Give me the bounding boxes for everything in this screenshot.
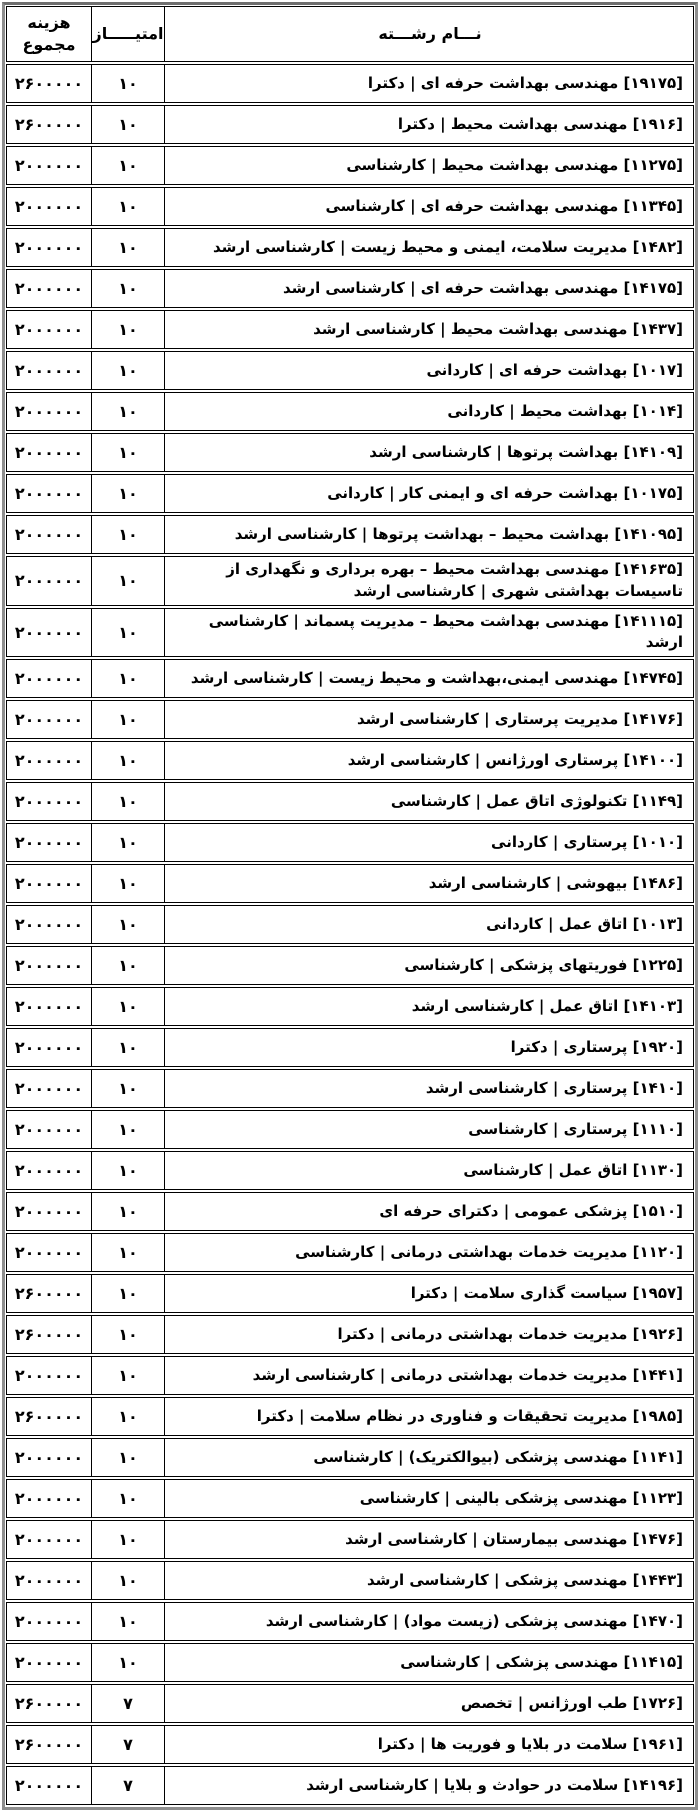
total-cost-cell: ۲۶۰۰۰۰۰ — [7, 65, 92, 102]
field-name-cell: [۱۱۳۰] اتاق عمل | کارشناسی — [463, 1160, 683, 1179]
score-cell: ۱۰ — [92, 1439, 165, 1476]
total-cost-cell: ۲۰۰۰۰۰۰ — [7, 516, 92, 553]
table-row — [6, 310, 694, 349]
total-cost-cell: ۲۶۰۰۰۰۰ — [7, 1275, 92, 1312]
field-name-cell: [۱۱۲۰] مدیریت خدمات بهداشتی درمانی | کارشناسی — [295, 1242, 683, 1261]
score-cell: ۱۰ — [92, 742, 165, 779]
total-cost-cell: ۲۰۰۰۰۰۰ — [7, 1480, 92, 1517]
score-cell: ۱۰ — [92, 1111, 165, 1148]
table-row — [6, 1602, 694, 1641]
total-cost-cell: ۲۰۰۰۰۰۰ — [7, 229, 92, 266]
total-cost-cell: ۲۰۰۰۰۰۰ — [7, 865, 92, 902]
total-cost-cell: ۲۶۰۰۰۰۰ — [7, 106, 92, 143]
score-cell: ۱۰ — [92, 475, 165, 512]
field-name-cell: [۱۹۲۰] پرستاری | دکترا — [510, 1037, 683, 1056]
table-row — [6, 1151, 694, 1190]
score-cell: ۱۰ — [92, 352, 165, 389]
table-row — [6, 1192, 694, 1231]
field-name-cell: [۱۰۱۳] اتاق عمل | کاردانی — [486, 914, 683, 933]
score-cell: ۱۰ — [92, 1603, 165, 1640]
field-name-cell: [۱۴۱۰۹۵] بهداشت محیط – بهداشت پرتوها | کارشناسی ارشد — [234, 524, 683, 543]
column-header-score-label: امتیـــــاز — [92, 24, 164, 44]
table-row — [6, 1110, 694, 1149]
field-name-cell: [۱۱۴۱۵] مهندسی پزشکی | کارشناسی — [400, 1652, 683, 1671]
table-row — [6, 556, 694, 606]
table-row — [6, 1643, 694, 1682]
field-name-cell: [۱۴۱۰۳] اتاق عمل | کارشناسی ارشد — [411, 996, 683, 1015]
total-cost-cell: ۲۰۰۰۰۰۰ — [7, 947, 92, 984]
score-cell: ۱۰ — [92, 1152, 165, 1189]
column-header-field-name — [165, 7, 693, 61]
field-name-cell: [۱۴۱۰۰] پرستاری اورژانس | کارشناسی ارشد — [347, 750, 683, 769]
total-cost-cell: ۲۰۰۰۰۰۰ — [7, 1521, 92, 1558]
total-cost-cell: ۲۰۰۰۰۰۰ — [7, 1562, 92, 1599]
total-cost-cell: ۲۰۰۰۰۰۰ — [7, 475, 92, 512]
table-row — [6, 1438, 694, 1477]
total-cost-cell: ۲۶۰۰۰۰۰ — [7, 1398, 92, 1435]
total-cost-cell: ۲۰۰۰۰۰۰ — [7, 1603, 92, 1640]
total-cost-cell: ۲۰۰۰۰۰۰ — [7, 824, 92, 861]
score-cell: ۱۰ — [92, 1234, 165, 1271]
total-cost-cell: ۲۰۰۰۰۰۰ — [7, 988, 92, 1025]
score-cell: ۷ — [92, 1726, 165, 1763]
field-name-cell: [۱۱۴۹] تکنولوژی اتاق عمل | کارشناسی — [390, 791, 683, 810]
score-cell: ۱۰ — [92, 824, 165, 861]
table-row — [6, 1766, 694, 1805]
field-name-cell: [۱۱۴۱] مهندسی پزشکی (بیوالکتریک) | کارشناسی — [313, 1447, 683, 1466]
field-name-cell: [۱۴۴۱] مدیریت خدمات بهداشتی درمانی | کارشناسی ارشد — [252, 1365, 683, 1384]
score-cell: ۱۰ — [92, 783, 165, 820]
field-name-cell: [۱۴۸۶] بیهوشی | کارشناسی ارشد — [428, 873, 683, 892]
field-name-cell: [۱۴۷۶] مهندسی بیمارستان | کارشناسی ارشد — [345, 1529, 683, 1548]
score-cell: ۱۰ — [92, 609, 165, 657]
score-cell: ۱۰ — [92, 1357, 165, 1394]
score-cell: ۱۰ — [92, 516, 165, 553]
total-cost-cell: ۲۰۰۰۰۰۰ — [7, 1234, 92, 1271]
score-cell: ۱۰ — [92, 988, 165, 1025]
score-cell: ۱۰ — [92, 1562, 165, 1599]
total-cost-cell: ۲۰۰۰۰۰۰ — [7, 1029, 92, 1066]
total-cost-cell: ۲۰۰۰۰۰۰ — [7, 1111, 92, 1148]
score-cell: ۱۰ — [92, 865, 165, 902]
field-name-cell: [۱۴۱۷۵] مهندسی بهداشت حرفه ای | کارشناسی ارشد — [283, 278, 683, 297]
table-row — [6, 1561, 694, 1600]
score-cell: ۱۰ — [92, 1521, 165, 1558]
table-row — [6, 187, 694, 226]
score-cell: ۱۰ — [92, 434, 165, 471]
field-name-cell: [۱۹۶۱] سلامت در بلایا و فوریت ها | دکترا — [377, 1734, 683, 1753]
score-cell: ۱۰ — [92, 106, 165, 143]
score-cell: ۱۰ — [92, 557, 165, 605]
table-row — [6, 864, 694, 903]
score-cell: ۱۰ — [92, 147, 165, 184]
total-cost-cell: ۲۰۰۰۰۰۰ — [7, 1439, 92, 1476]
total-cost-cell: ۲۰۰۰۰۰۰ — [7, 1767, 92, 1804]
table-row — [6, 64, 694, 103]
total-cost-cell: ۲۰۰۰۰۰۰ — [7, 701, 92, 738]
score-cell: ۱۰ — [92, 906, 165, 943]
table-row — [6, 1397, 694, 1436]
score-cell: ۱۰ — [92, 1070, 165, 1107]
score-cell: ۱۰ — [92, 660, 165, 697]
field-name-cell: [۱۰۱۷] بهداشت حرفه ای | کاردانی — [426, 360, 683, 379]
table-row — [6, 905, 694, 944]
score-cell: ۱۰ — [92, 1275, 165, 1312]
score-cell: ۱۰ — [92, 701, 165, 738]
total-cost-cell: ۲۰۰۰۰۰۰ — [7, 783, 92, 820]
table-row — [6, 515, 694, 554]
total-cost-cell: ۲۰۰۰۰۰۰ — [7, 1357, 92, 1394]
score-cell: ۱۰ — [92, 65, 165, 102]
field-name-cell: [۱۹۱۷۵] مهندسی بهداشت حرفه ای | دکترا — [367, 73, 683, 92]
field-name-cell: [۱۴۱۱۱۵] مهندسی بهداشت محیط – مدیریت پسماند | کارشناسی ارشد — [208, 611, 683, 652]
table-row — [6, 228, 694, 267]
total-cost-cell: ۲۰۰۰۰۰۰ — [7, 147, 92, 184]
score-cell: ۱۰ — [92, 270, 165, 307]
field-name-cell: [۱۴۴۳] مهندسی پزشکی | کارشناسی ارشد — [366, 1570, 683, 1589]
total-cost-cell: ۲۰۰۰۰۰۰ — [7, 906, 92, 943]
total-cost-cell: ۲۰۰۰۰۰۰ — [7, 393, 92, 430]
table-row — [6, 987, 694, 1026]
score-cell: ۱۰ — [92, 188, 165, 225]
score-cell: ۱۰ — [92, 1029, 165, 1066]
score-cell: ۱۰ — [92, 393, 165, 430]
table-row — [6, 659, 694, 698]
score-cell: ۱۰ — [92, 1193, 165, 1230]
table-row — [6, 608, 694, 658]
total-cost-cell: ۲۰۰۰۰۰۰ — [7, 311, 92, 348]
table-row — [6, 1274, 694, 1313]
table-row — [6, 1520, 694, 1559]
table-row — [6, 146, 694, 185]
field-name-cell: [۱۹۸۵] مدیریت تحقیقات و فناوری در نظام سلامت | دکترا — [256, 1406, 683, 1425]
table-row — [6, 741, 694, 780]
score-cell: ۱۰ — [92, 1480, 165, 1517]
total-cost-cell: ۲۰۰۰۰۰۰ — [7, 434, 92, 471]
field-name-cell: [۱۴۱۹۶] سلامت در حوادث و بلایا | کارشناسی ارشد — [306, 1775, 683, 1794]
total-cost-cell: ۲۰۰۰۰۰۰ — [7, 1644, 92, 1681]
field-name-cell: [۱۴۸۲] مدیریت سلامت، ایمنی و محیط زیست | کارشناسی ارشد — [212, 237, 683, 256]
field-name-cell: [۱۴۳۷] مهندسی بهداشت محیط | کارشناسی ارشد — [313, 319, 683, 338]
score-cell: ۱۰ — [92, 1316, 165, 1353]
table-row — [6, 823, 694, 862]
table-row — [6, 105, 694, 144]
field-name-cell: [۱۰۱۴] بهداشت محیط | کاردانی — [447, 401, 683, 420]
table-frame — [2, 2, 698, 1810]
table-row — [6, 392, 694, 431]
table-row — [6, 1069, 694, 1108]
field-name-cell: [۱۱۱۰] پرستاری | کارشناسی — [468, 1119, 683, 1138]
score-cell: ۷ — [92, 1767, 165, 1804]
field-name-cell: [۱۴۱۰۹] بهداشت پرتوها | کارشناسی ارشد — [369, 442, 683, 461]
field-name-cell: [۱۹۱۶] مهندسی بهداشت محیط | دکترا — [397, 114, 683, 133]
field-name-cell: [۱۴۱۶۳۵] مهندسی بهداشت محیط – بهره برداری و نگهداری از تاسیسات بهداشتی شهری | کارشناسی ارشد — [226, 560, 683, 600]
column-header-score — [92, 7, 165, 61]
total-cost-cell: ۲۶۰۰۰۰۰ — [7, 1685, 92, 1722]
table-row — [6, 269, 694, 308]
total-cost-cell: ۲۶۰۰۰۰۰ — [7, 1316, 92, 1353]
total-cost-cell: ۲۰۰۰۰۰۰ — [7, 557, 92, 605]
field-name-cell: [۱۱۲۷۵] مهندسی بهداشت محیط | کارشناسی — [346, 155, 683, 174]
score-cell: ۱۰ — [92, 229, 165, 266]
table-row — [6, 700, 694, 739]
score-cell: ۱۰ — [92, 1398, 165, 1435]
total-cost-cell: ۲۰۰۰۰۰۰ — [7, 1152, 92, 1189]
table-row — [6, 1684, 694, 1723]
total-cost-cell: ۲۶۰۰۰۰۰ — [7, 1726, 92, 1763]
table-row — [6, 433, 694, 472]
field-name-cell: [۱۴۷۴۵] مهندسی ایمنی،بهداشت و محیط زیست | کارشناسی ارشد — [190, 668, 683, 687]
score-cell: ۱۰ — [92, 1644, 165, 1681]
field-name-cell: [۱۰۱۷۵] بهداشت حرفه ای و ایمنی کار | کاردانی — [327, 483, 683, 502]
field-name-cell: [۱۱۳۴۵] مهندسی بهداشت حرفه ای | کارشناسی — [325, 196, 683, 215]
column-header-field-name-label: نـــام رشـــته — [378, 24, 482, 44]
field-name-cell: [۱۵۱۰] پزشکی عمومی | دکترای حرفه ای — [379, 1201, 683, 1220]
column-header-total-cost-label: هزینه مجموع — [22, 13, 76, 54]
field-name-cell: [۱۴۷۰] مهندسی پزشکی (زیست مواد) | کارشناسی ارشد — [265, 1611, 683, 1630]
table-row — [6, 474, 694, 513]
field-name-cell: [۱۴۱۷۶] مدیریت پرستاری | کارشناسی ارشد — [357, 709, 683, 728]
total-cost-cell: ۲۰۰۰۰۰۰ — [7, 1070, 92, 1107]
rows-container — [5, 64, 695, 1805]
total-cost-cell: ۲۰۰۰۰۰۰ — [7, 1193, 92, 1230]
table-row — [6, 1315, 694, 1354]
total-cost-cell: ۲۰۰۰۰۰۰ — [7, 188, 92, 225]
table-row — [6, 1028, 694, 1067]
table-row — [6, 1479, 694, 1518]
total-cost-cell: ۲۰۰۰۰۰۰ — [7, 352, 92, 389]
field-name-cell: [۱۹۲۶] مدیریت خدمات بهداشتی درمانی | دکترا — [337, 1324, 683, 1343]
field-name-cell: [۱۷۲۶] طب اورژانس | تخصص — [460, 1693, 683, 1712]
field-name-cell: [۱۹۵۷] سیاست گذاری سلامت | دکترا — [410, 1283, 683, 1302]
total-cost-cell: ۲۰۰۰۰۰۰ — [7, 609, 92, 657]
table-row — [6, 1233, 694, 1272]
field-name-cell: [۱۲۲۵] فوریتهای پزشکی | کارشناسی — [404, 955, 683, 974]
table-row — [6, 1725, 694, 1764]
table-header-row — [6, 6, 694, 62]
score-cell: ۷ — [92, 1685, 165, 1722]
field-name-cell: [۱۱۲۳] مهندسی پزشکی بالینی | کارشناسی — [359, 1488, 683, 1507]
column-header-total-cost — [7, 7, 92, 61]
table-row — [6, 1356, 694, 1395]
field-name-cell: [۱۴۱۰] پرستاری | کارشناسی ارشد — [425, 1078, 683, 1097]
total-cost-cell: ۲۰۰۰۰۰۰ — [7, 742, 92, 779]
table-row — [6, 946, 694, 985]
table-row — [6, 782, 694, 821]
total-cost-cell: ۲۰۰۰۰۰۰ — [7, 660, 92, 697]
total-cost-cell: ۲۰۰۰۰۰۰ — [7, 270, 92, 307]
table-row — [6, 351, 694, 390]
field-name-cell: [۱۰۱۰] پرستاری | کاردانی — [491, 832, 683, 851]
score-cell: ۱۰ — [92, 311, 165, 348]
score-cell: ۱۰ — [92, 947, 165, 984]
